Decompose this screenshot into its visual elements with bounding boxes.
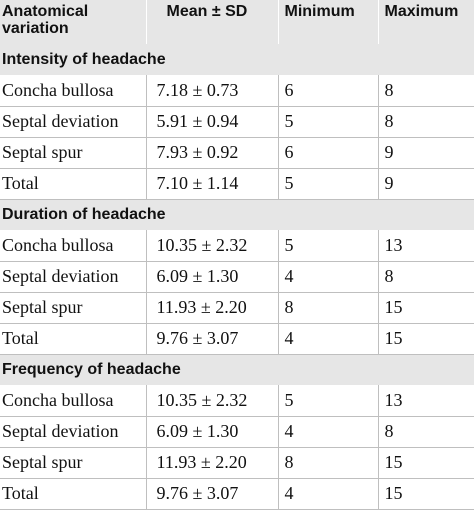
cell-mean-sd: 5.91 ± 0.94 [146, 106, 278, 137]
cell-minimum: 6 [278, 75, 378, 106]
table-row [0, 75, 474, 106]
header-minimum: Minimum [278, 0, 378, 44]
cell-maximum: 15 [378, 292, 474, 323]
cell-variation: Concha bullosa [0, 385, 146, 416]
table-header [0, 0, 474, 44]
cell-mean-sd: 9.76 ± 3.07 [146, 323, 278, 354]
cell-maximum: 9 [378, 168, 474, 199]
cell-maximum: 15 [378, 447, 474, 478]
table-row [0, 261, 474, 292]
table-row [0, 292, 474, 323]
cell-mean-sd: 7.10 ± 1.14 [146, 168, 278, 199]
table-row [0, 106, 474, 137]
section-title: Frequency of headache [0, 354, 474, 385]
table-row [0, 478, 474, 509]
section-title: Intensity of headache [0, 44, 474, 75]
cell-maximum: 15 [378, 478, 474, 509]
table-row [0, 230, 474, 261]
section-title: Duration of headache [0, 199, 474, 230]
header-mean-sd: Mean ± SD [146, 0, 278, 44]
cell-minimum: 5 [278, 385, 378, 416]
cell-maximum: 15 [378, 323, 474, 354]
cell-maximum: 13 [378, 230, 474, 261]
cell-variation: Total [0, 478, 146, 509]
cell-maximum: 8 [378, 75, 474, 106]
section-header-row [0, 199, 474, 230]
cell-minimum: 8 [278, 292, 378, 323]
cell-maximum: 9 [378, 137, 474, 168]
cell-mean-sd: 10.35 ± 2.32 [146, 230, 278, 261]
cell-variation: Septal deviation [0, 261, 146, 292]
table-row [0, 385, 474, 416]
cell-mean-sd: 6.09 ± 1.30 [146, 261, 278, 292]
cell-minimum: 4 [278, 478, 378, 509]
cell-variation: Septal deviation [0, 416, 146, 447]
cell-variation: Septal spur [0, 292, 146, 323]
cell-mean-sd: 6.09 ± 1.30 [146, 416, 278, 447]
cell-maximum: 8 [378, 261, 474, 292]
table-row [0, 447, 474, 478]
cell-minimum: 4 [278, 416, 378, 447]
cell-variation: Concha bullosa [0, 75, 146, 106]
section-header-row [0, 354, 474, 385]
cell-minimum: 5 [278, 168, 378, 199]
cell-maximum: 8 [378, 416, 474, 447]
table-row [0, 416, 474, 447]
cell-variation: Total [0, 168, 146, 199]
cell-mean-sd: 11.93 ± 2.20 [146, 292, 278, 323]
cell-variation: Septal deviation [0, 106, 146, 137]
table-row [0, 137, 474, 168]
cell-minimum: 4 [278, 261, 378, 292]
cell-mean-sd: 11.93 ± 2.20 [146, 447, 278, 478]
cell-mean-sd: 9.76 ± 3.07 [146, 478, 278, 509]
cell-minimum: 6 [278, 137, 378, 168]
cell-variation: Septal spur [0, 447, 146, 478]
cell-variation: Total [0, 323, 146, 354]
table-body [0, 44, 474, 509]
section-header-row [0, 44, 474, 75]
cell-maximum: 8 [378, 106, 474, 137]
cell-minimum: 4 [278, 323, 378, 354]
cell-variation: Concha bullosa [0, 230, 146, 261]
cell-variation: Septal spur [0, 137, 146, 168]
table-row [0, 323, 474, 354]
cell-mean-sd: 7.18 ± 0.73 [146, 75, 278, 106]
cell-minimum: 8 [278, 447, 378, 478]
cell-minimum: 5 [278, 230, 378, 261]
cell-minimum: 5 [278, 106, 378, 137]
header-anatomical-variation: Anatomical variation [0, 0, 146, 44]
header-row [0, 0, 474, 44]
cell-mean-sd: 10.35 ± 2.32 [146, 385, 278, 416]
cell-mean-sd: 7.93 ± 0.92 [146, 137, 278, 168]
cell-maximum: 13 [378, 385, 474, 416]
table-row [0, 168, 474, 199]
header-maximum: Maximum [378, 0, 474, 44]
